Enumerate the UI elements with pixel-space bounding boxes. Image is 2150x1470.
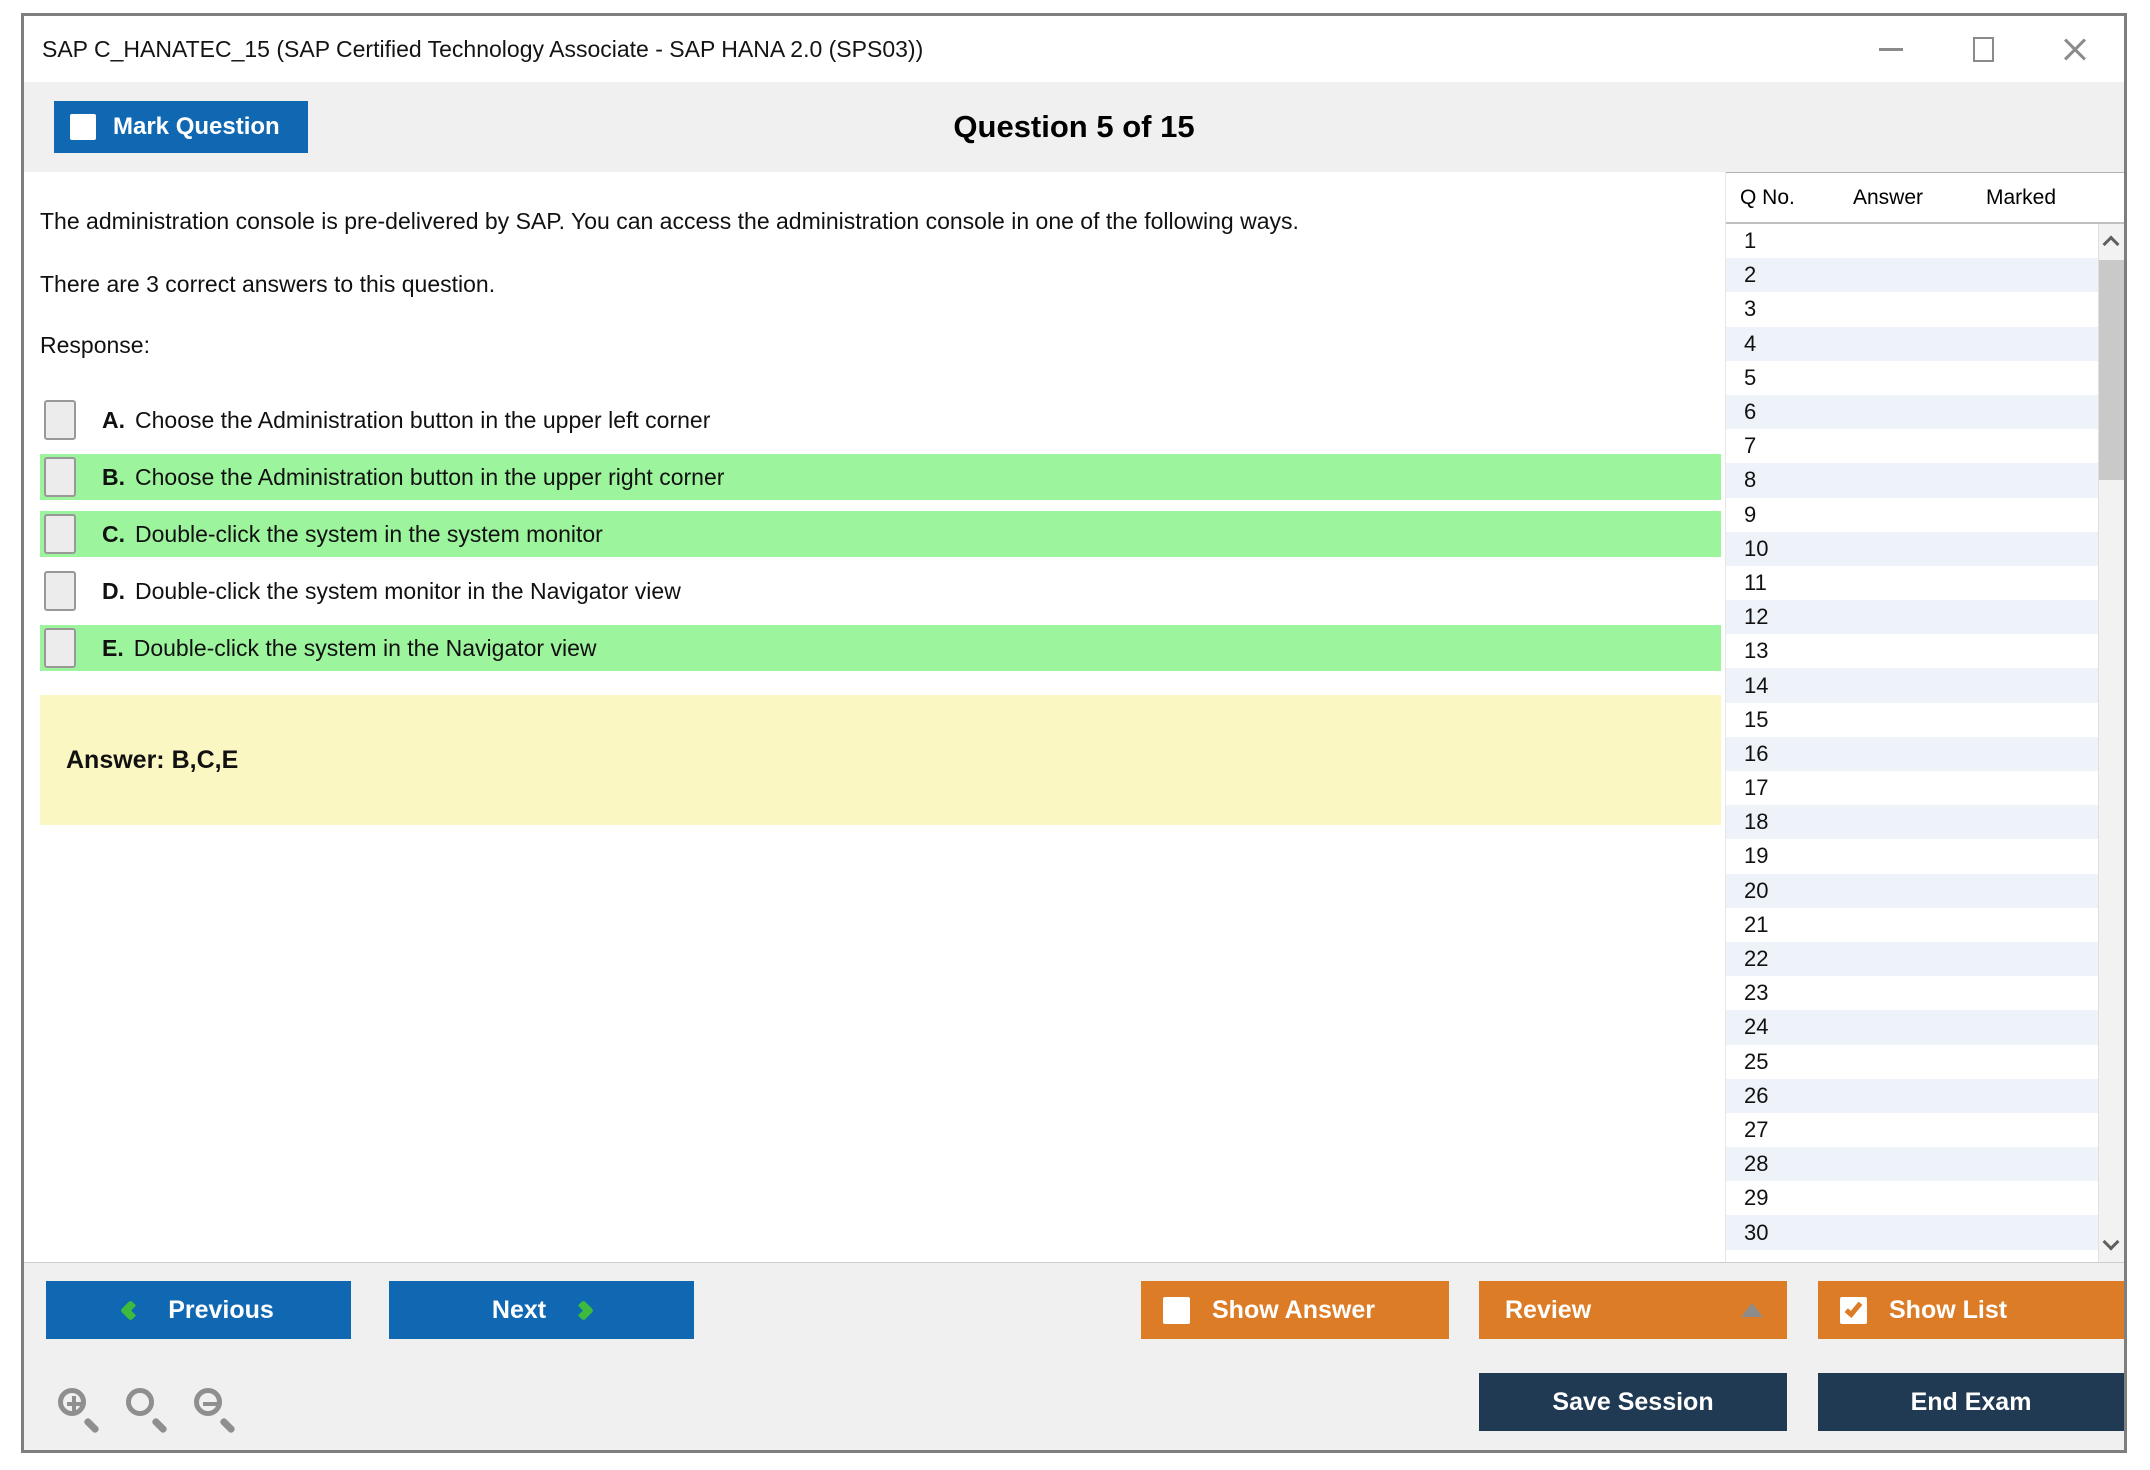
mark-question-label: Mark Question (113, 113, 280, 140)
question-list-row[interactable] (1726, 942, 2098, 976)
qcell-q_no: 25 (1744, 1048, 1769, 1074)
question-list-header (1726, 172, 2124, 224)
question-list-row[interactable] (1726, 1045, 2098, 1079)
question-list-row[interactable] (1726, 1079, 2098, 1113)
qcell-q_no: 20 (1744, 877, 1769, 903)
question-list-rows (1726, 224, 2098, 1262)
question-list-row[interactable] (1726, 668, 2098, 702)
option-checkbox[interactable] (44, 514, 76, 554)
question-list-row[interactable] (1726, 566, 2098, 600)
answer-option-b[interactable] (40, 454, 1721, 500)
check-icon (1845, 1299, 1863, 1318)
show-list-button[interactable] (1818, 1281, 2124, 1339)
answer-option-e[interactable] (40, 625, 1721, 671)
question-list-row[interactable] (1726, 1113, 2098, 1147)
maximize-icon (1973, 37, 1994, 62)
mark-question-button[interactable] (54, 101, 308, 153)
question-list-row[interactable] (1726, 292, 2098, 326)
maximize-button[interactable] (1968, 34, 1998, 64)
close-icon (2061, 35, 2089, 63)
option-letter: B. (102, 463, 125, 490)
triangle-up-icon (1741, 1303, 1763, 1317)
chevron-left-icon (120, 1299, 141, 1320)
qcell-q_no: 10 (1744, 535, 1769, 561)
qcell-q_no: 15 (1744, 706, 1769, 732)
qcell-q_no: 27 (1744, 1116, 1769, 1142)
question-list-row[interactable] (1726, 1147, 2098, 1181)
answer-reveal-box (40, 695, 1721, 825)
qcell-q_no: 17 (1744, 775, 1769, 801)
question-list-scrollbar[interactable] (2098, 224, 2124, 1262)
column-header-qno: Q No. (1740, 185, 1795, 209)
scrollbar-down-icon[interactable] (2103, 1234, 2120, 1251)
qcell-q_no: 6 (1744, 399, 1757, 425)
show-answer-button[interactable] (1141, 1281, 1449, 1339)
question-list-row[interactable] (1726, 258, 2098, 292)
close-button[interactable] (2060, 34, 2090, 64)
answer-option-a[interactable] (40, 397, 1721, 443)
exam-window (21, 13, 2127, 1453)
question-list-row[interactable] (1726, 429, 2098, 463)
qcell-q_no: 24 (1744, 1014, 1769, 1040)
qcell-q_no: 13 (1744, 638, 1769, 664)
zoom-reset-icon[interactable] (123, 1385, 171, 1433)
option-letter: C. (102, 520, 125, 547)
option-checkbox[interactable] (44, 571, 76, 611)
column-header-marked: Marked (1985, 185, 2057, 209)
window-title: SAP C_HANATEC_15 (SAP Certified Technology Associate - SAP HANA 2.0 (SPS03)) (42, 35, 924, 62)
review-label: Review (1505, 1295, 1592, 1324)
question-list-row[interactable] (1726, 839, 2098, 873)
qcell-q_no: 8 (1744, 467, 1757, 493)
qcell-q_no: 29 (1744, 1185, 1769, 1211)
qcell-q_no: 26 (1744, 1082, 1769, 1108)
zoom-controls (55, 1385, 239, 1433)
qcell-q_no: 2 (1744, 262, 1757, 288)
question-list-row[interactable] (1726, 908, 2098, 942)
show-list-checkbox[interactable] (1840, 1297, 1867, 1324)
footer-toolbar (24, 1262, 2124, 1450)
show-list-label: Show List (1889, 1295, 2008, 1324)
option-checkbox[interactable] (44, 400, 76, 440)
window-controls (1876, 34, 2090, 64)
question-list-row[interactable] (1726, 737, 2098, 771)
question-text: The administration console is pre-delivered by SAP. You can access the administration console in one of the following ways. (40, 208, 1299, 234)
question-list-row[interactable] (1726, 976, 2098, 1010)
option-text: Double-click the system monitor in the Navigator view (135, 577, 681, 604)
answer-label: Answer: B,C,E (66, 745, 239, 774)
qcell-q_no: 16 (1744, 740, 1769, 766)
chevron-right-icon (573, 1299, 594, 1320)
question-list-row[interactable] (1726, 771, 2098, 805)
question-list-panel (1725, 172, 2124, 1262)
qcell-q_no: 11 (1744, 569, 1767, 595)
qcell-q_no: 3 (1744, 296, 1757, 322)
previous-button[interactable] (46, 1281, 351, 1339)
option-text: Choose the Administration button in the upper right corner (135, 463, 725, 490)
question-list-row[interactable] (1726, 498, 2098, 532)
save-session-button[interactable] (1479, 1373, 1787, 1431)
qcell-q_no: 1 (1744, 228, 1757, 254)
minimize-button[interactable] (1876, 34, 1906, 64)
question-list-row[interactable] (1726, 703, 2098, 737)
option-checkbox[interactable] (44, 457, 76, 497)
question-counter: Question 5 of 15 (953, 109, 1195, 144)
answer-option-c[interactable] (40, 511, 1721, 557)
mark-question-checkbox[interactable] (70, 114, 96, 140)
option-checkbox[interactable] (44, 628, 76, 668)
title-bar (24, 16, 2124, 82)
content-area (24, 172, 2124, 1262)
question-list-row[interactable] (1726, 463, 2098, 497)
question-list-row[interactable] (1726, 532, 2098, 566)
option-text: Double-click the system in the Navigator view (133, 634, 597, 661)
scrollbar-thumb[interactable] (2099, 260, 2124, 480)
option-letter: A. (102, 406, 125, 433)
question-pane (24, 172, 1725, 1262)
zoom-out-icon[interactable] (191, 1385, 239, 1433)
question-list-row[interactable] (1726, 1010, 2098, 1044)
save-session-label: Save Session (1552, 1387, 1714, 1416)
review-button[interactable] (1479, 1281, 1787, 1339)
question-list-row[interactable] (1726, 600, 2098, 634)
question-header (24, 82, 2124, 172)
qcell-q_no: 22 (1744, 946, 1769, 972)
response-label: Response: (40, 332, 150, 358)
qcell-q_no: 19 (1744, 843, 1769, 869)
qcell-q_no: 23 (1744, 980, 1769, 1006)
zoom-in-icon[interactable] (55, 1385, 103, 1433)
qcell-q_no: 7 (1744, 433, 1757, 459)
option-letter: D. (102, 577, 125, 604)
question-note: There are 3 correct answers to this question. (40, 271, 496, 297)
question-list-row[interactable] (1726, 874, 2098, 908)
qcell-q_no: 9 (1744, 501, 1757, 527)
qcell-q_no: 14 (1744, 672, 1769, 698)
question-list-row[interactable] (1726, 634, 2098, 668)
option-text: Choose the Administration button in the upper left corner (135, 406, 711, 433)
qcell-q_no: 30 (1744, 1219, 1769, 1245)
next-button[interactable] (389, 1281, 694, 1339)
minimize-icon (1879, 48, 1903, 51)
previous-label: Previous (168, 1295, 274, 1324)
question-list-row[interactable] (1726, 395, 2098, 429)
qcell-q_no: 5 (1744, 364, 1757, 390)
qcell-q_no: 12 (1744, 604, 1769, 630)
qcell-q_no: 4 (1744, 330, 1757, 356)
question-list-body (1726, 224, 2124, 1262)
qcell-q_no: 18 (1744, 809, 1769, 835)
scrollbar-up-icon[interactable] (2103, 236, 2120, 253)
question-list-row[interactable] (1726, 224, 2098, 258)
end-exam-button[interactable] (1818, 1373, 2124, 1431)
option-text: Double-click the system in the system monitor (135, 520, 603, 547)
qcell-q_no: 21 (1744, 911, 1769, 937)
question-list-row[interactable] (1726, 805, 2098, 839)
answer-option-d[interactable] (40, 568, 1721, 614)
next-label: Next (491, 1295, 547, 1324)
show-answer-checkbox[interactable] (1163, 1297, 1190, 1324)
question-list-row[interactable] (1726, 327, 2098, 361)
column-header-answer: Answer (1852, 185, 1924, 209)
qcell-q_no: 28 (1744, 1151, 1769, 1177)
question-list-row[interactable] (1726, 361, 2098, 395)
options-list (40, 397, 1721, 671)
option-letter: E. (102, 634, 124, 661)
end-exam-label: End Exam (1910, 1387, 2032, 1416)
show-answer-label: Show Answer (1212, 1295, 1375, 1324)
question-list-row[interactable] (1726, 1181, 2098, 1215)
question-list-row[interactable] (1726, 1215, 2098, 1249)
